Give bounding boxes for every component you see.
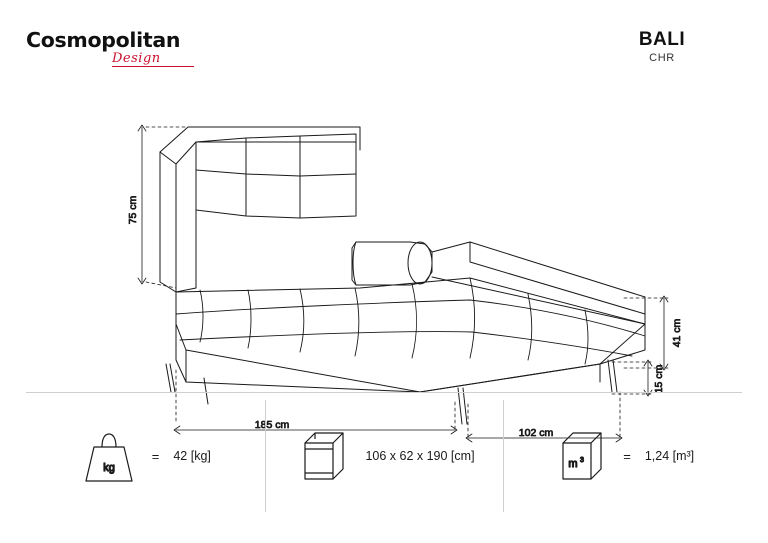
brand-name: Cosmopolitan <box>26 28 181 52</box>
model-code: CHR <box>649 51 675 64</box>
weight-value: 42 [kg] <box>173 449 211 463</box>
dimension-label-legheight: 15 cm <box>653 364 665 394</box>
package-dimensions-value: 106 x 62 x 190 [cm] <box>365 449 475 463</box>
bolster-pillow <box>352 242 432 285</box>
dimension-label-height: 75 cm <box>127 195 139 225</box>
model-name: BALI <box>638 29 686 50</box>
specifications-strip <box>26 392 742 520</box>
weight-equals: = <box>151 448 160 464</box>
weight-icon-label: kg <box>102 462 115 474</box>
volume-icon-label: m <box>568 458 578 470</box>
brand-logo <box>26 30 326 65</box>
dimension-label-seatheight: 41 cm <box>671 318 683 348</box>
weight-kg-icon <box>80 425 138 487</box>
product-technical-drawing <box>0 92 768 439</box>
volume-m3-icon <box>551 425 609 487</box>
page-header <box>0 0 768 92</box>
sofa-outline <box>160 127 645 424</box>
spec-package-dimensions <box>265 392 504 520</box>
dimension-label-width: 185 cm <box>254 419 290 431</box>
dimension-height-75 <box>127 125 186 288</box>
spec-volume <box>503 392 742 520</box>
dimension-legheight-15 <box>612 360 665 396</box>
volume-equals: = <box>623 448 631 464</box>
volume-value: 1,24 [m³] <box>644 449 695 463</box>
dimension-seatheight-41 <box>624 296 683 370</box>
spec-weight <box>26 392 265 520</box>
brand-underline <box>112 66 194 67</box>
dimension-label-depth: 102 cm <box>518 427 554 439</box>
model-info <box>582 30 742 64</box>
volume-icon-label-sup: 3 <box>580 457 585 464</box>
box-icon <box>293 425 351 487</box>
brand-tagline: Design <box>112 50 161 66</box>
